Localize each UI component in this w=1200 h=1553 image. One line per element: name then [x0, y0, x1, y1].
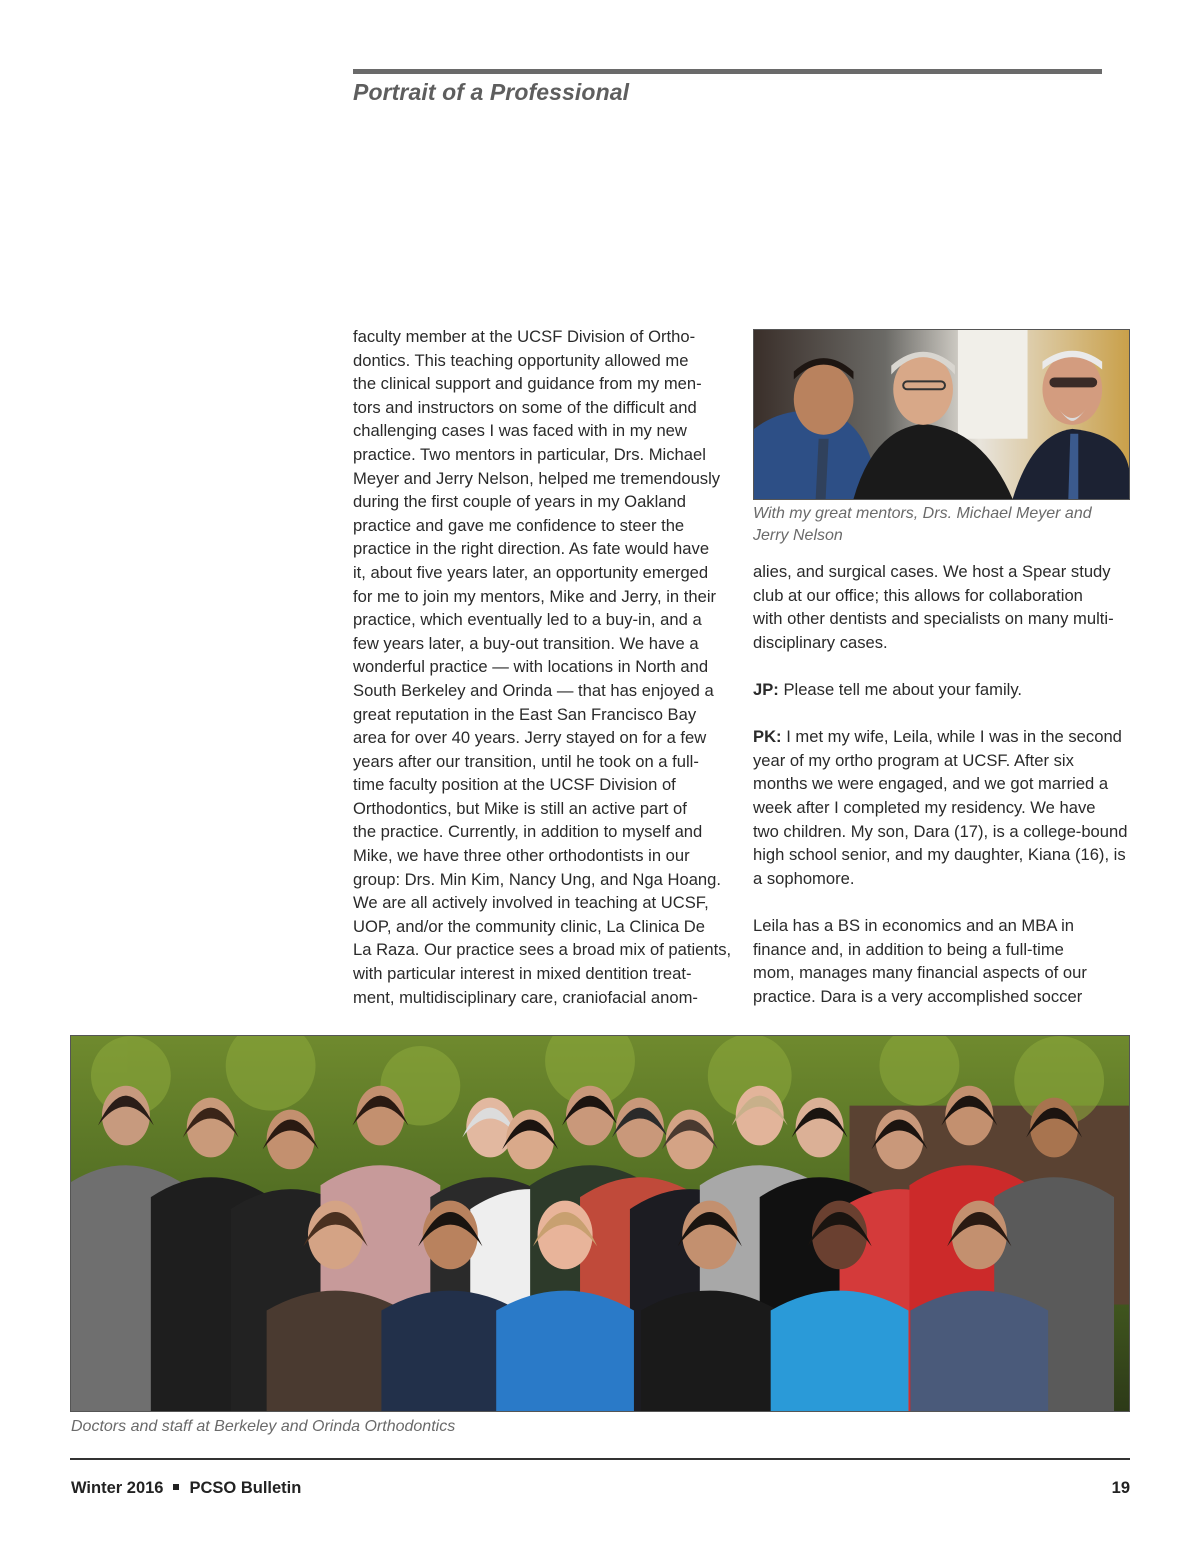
right-paragraph-3	[753, 914, 1133, 1008]
text-line: year of my ortho program at UCSF. After six	[753, 750, 1074, 770]
interview-answer	[753, 725, 1133, 890]
group-photo-image	[71, 1036, 1129, 1411]
text-line: high school senior, and my daughter, Kiana (16), is	[753, 845, 1126, 865]
person-head	[423, 1201, 478, 1270]
footer-rule	[70, 1458, 1130, 1460]
mentor-photo	[753, 329, 1130, 500]
group-photo-caption: Doctors and staff at Berkeley and Orinda Orthodontics	[71, 1418, 456, 1435]
text-line: with other dentists and specialists on many multi-	[753, 609, 1114, 629]
text-line: tors and instructors on some of the difficult and	[353, 397, 697, 417]
group-photo	[70, 1035, 1130, 1412]
interview-question	[753, 678, 1133, 702]
text-line: practice. Two mentors in particular, Drs. Michael	[353, 444, 706, 464]
footer-separator	[173, 1484, 179, 1490]
article-right-column	[753, 560, 1133, 1008]
person-head	[682, 1201, 737, 1270]
person-head	[812, 1201, 867, 1270]
person-head	[538, 1201, 593, 1270]
person-head	[952, 1201, 1007, 1270]
person-head	[506, 1110, 554, 1170]
person-head	[875, 1110, 923, 1170]
person-head	[102, 1086, 150, 1146]
person-head	[1030, 1098, 1078, 1158]
answer-first-line: I met my wife, Leila, while I was in the second	[781, 727, 1122, 747]
section-title: Portrait of a Professional	[353, 79, 630, 105]
text-line: Meyer and Jerry Nelson, helped me tremendously	[353, 468, 721, 488]
text-line: group: Drs. Min Kim, Nancy Ung, and Nga Hoang.	[353, 869, 721, 889]
text-line: dontics. This teaching opportunity allowed me	[353, 350, 689, 370]
text-line: great reputation in the East San Francisco Bay	[353, 704, 697, 724]
person-head	[736, 1086, 784, 1146]
person-head	[308, 1201, 363, 1270]
text-line: months we were engaged, and we got married a	[753, 774, 1109, 794]
mentor-photo-image	[754, 330, 1129, 499]
person-head	[187, 1098, 235, 1158]
text-line: ment, multidisciplinary care, craniofacial anom-	[353, 987, 698, 1007]
text-line: practice and gave me confidence to steer the	[353, 515, 685, 535]
text-line: two children. My son, Dara (17), is a college-bound	[753, 821, 1128, 841]
text-line: challenging cases I was faced with in my new	[353, 421, 687, 441]
text-line: disciplinary cases.	[753, 632, 888, 652]
person-head	[945, 1086, 993, 1146]
text-line: South Berkeley and Orinda — that has enjoyed a	[353, 680, 714, 700]
text-line: few years later, a buy-out transition. We have a	[353, 633, 699, 653]
text-line: with particular interest in mixed dentition treat-	[353, 964, 692, 984]
footer-publication-info	[71, 1479, 301, 1498]
text-line: for me to join my mentors, Mike and Jerry, in their	[353, 586, 717, 606]
text-line: UOP, and/or the community clinic, La Clinica De	[353, 916, 706, 936]
text-line: finance and, in addition to being a full-time	[753, 939, 1064, 959]
text-line: a sophomore.	[753, 868, 855, 888]
text-line: Leila has a BS in economics and an MBA in	[753, 915, 1075, 935]
person-head	[267, 1110, 315, 1170]
person-head	[616, 1098, 664, 1158]
text-line: practice. Dara is a very accomplished soccer	[753, 986, 1083, 1006]
person-head	[796, 1098, 844, 1158]
person-figure	[641, 1291, 779, 1411]
header-rule	[353, 69, 1102, 74]
text-line: We are all actively involved in teaching at UCSF,	[353, 893, 709, 913]
text-line: area for over 40 years. Jerry stayed on for a few	[353, 728, 707, 748]
text-line: Mike, we have three other orthodontists in our	[353, 846, 690, 866]
text-line: it, about five years later, an opportunity emerged	[353, 562, 709, 582]
text-line: the practice. Currently, in addition to myself and	[353, 822, 703, 842]
person-head	[566, 1086, 614, 1146]
mentor-photo-caption: With my great mentors, Drs. Michael Meyer and Jerry Nelson	[753, 505, 1092, 544]
text-line: practice, which eventually led to a buy-in, and a	[353, 610, 702, 630]
person-head	[356, 1086, 404, 1146]
text-line: time faculty position at the UCSF Division of	[353, 775, 676, 795]
text-line: club at our office; this allows for collaboration	[753, 585, 1083, 605]
left-paragraph	[353, 325, 733, 1009]
text-line: wonderful practice — with locations in North and	[353, 657, 709, 677]
footer-publication: PCSO Bulletin	[189, 1479, 302, 1497]
text-line: mom, manages many financial aspects of our	[753, 963, 1087, 983]
person-figure	[496, 1291, 634, 1411]
footer-issue: Winter 2016	[71, 1479, 164, 1497]
answer-label: PK:	[753, 727, 782, 747]
person-head	[466, 1098, 514, 1158]
article-left-column	[353, 325, 733, 1009]
text-line: during the first couple of years in my Oakland	[353, 492, 686, 512]
text-line: years after our transition, until he took on a full-	[353, 751, 699, 771]
question-text: Please tell me about your family.	[778, 679, 1023, 699]
text-line: La Raza. Our practice sees a broad mix of patients,	[353, 940, 732, 960]
page-number: 19	[1111, 1479, 1130, 1497]
text-line: alies, and surgical cases. We host a Spear study	[753, 562, 1111, 581]
person-figure	[910, 1291, 1048, 1411]
person-head	[666, 1110, 714, 1170]
question-label: JP:	[753, 679, 779, 699]
text-line: week after I completed my residency. We have	[753, 797, 1096, 817]
person-figure	[771, 1291, 909, 1411]
text-line: Orthodontics, but Mike is still an active part of	[353, 798, 687, 818]
text-line: faculty member at the UCSF Division of Ortho-	[353, 327, 696, 346]
right-paragraph-1	[753, 560, 1133, 654]
text-line: practice in the right direction. As fate would have	[353, 539, 710, 559]
text-line: the clinical support and guidance from my men-	[353, 374, 702, 394]
